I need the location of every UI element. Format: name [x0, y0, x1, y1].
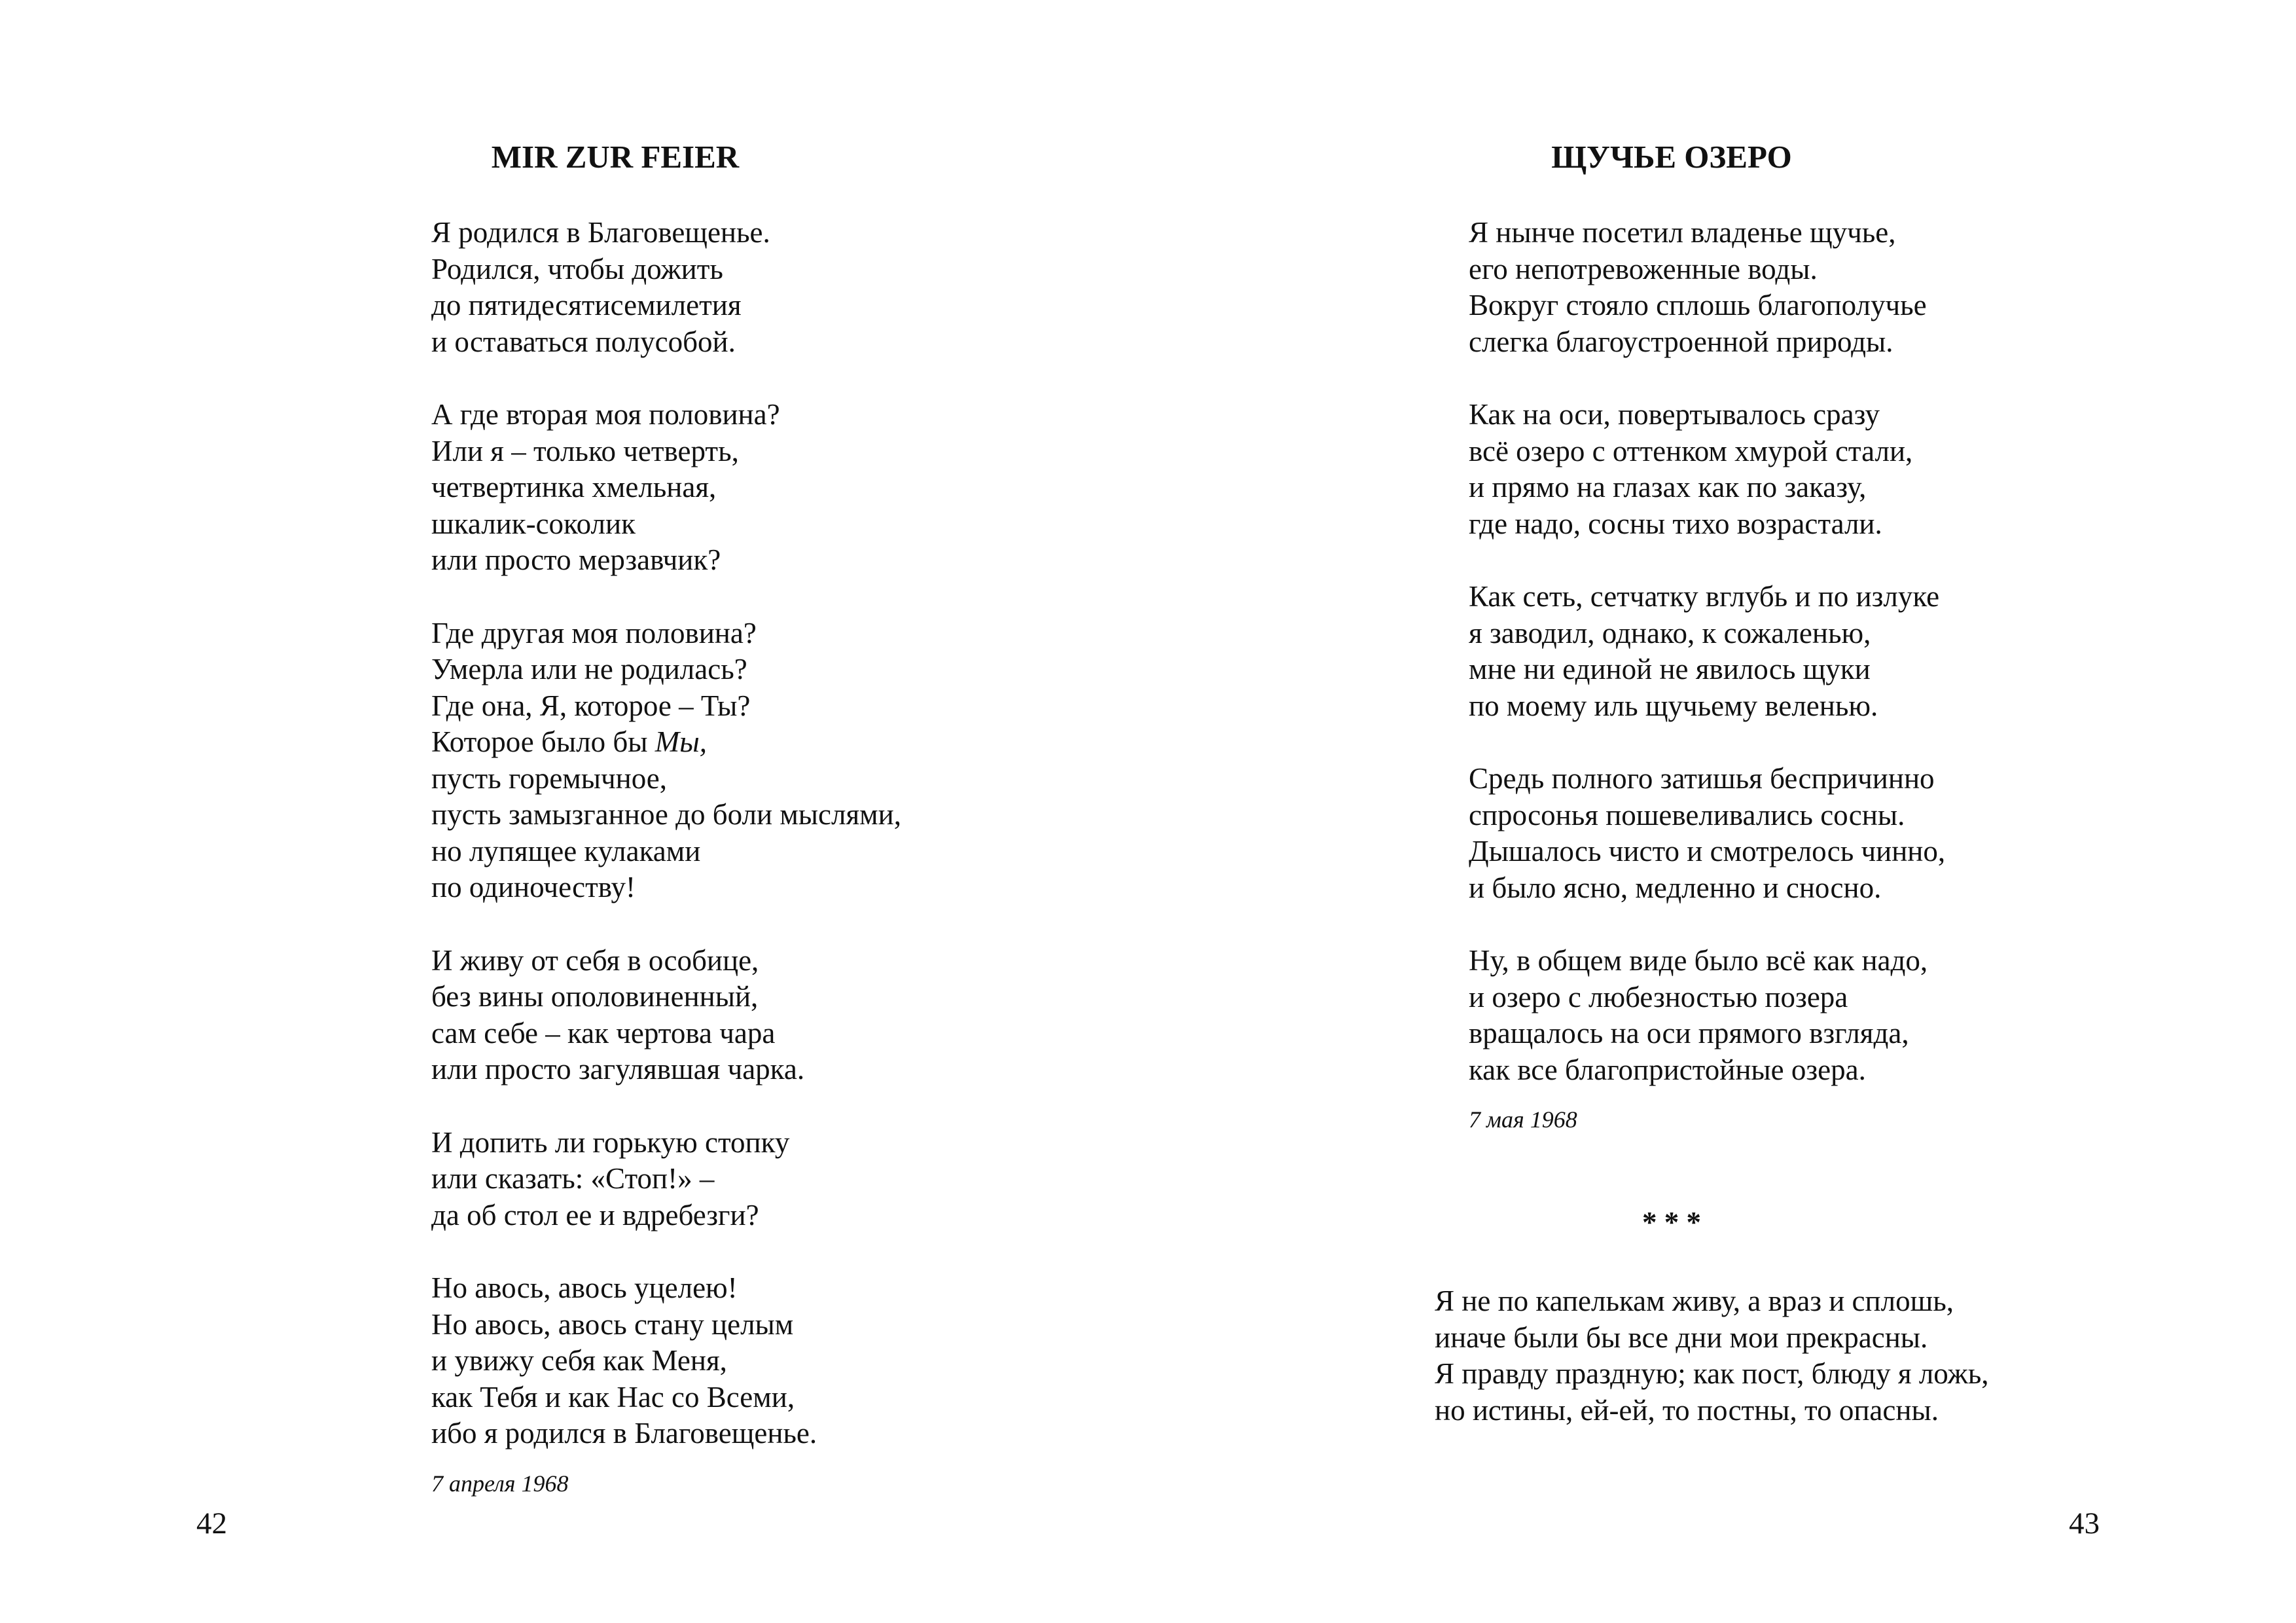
poem-date: 7 апреля 1968	[431, 1470, 569, 1497]
stanza	[1469, 397, 2123, 542]
poem-line: и было ясно, медленно и сносно.	[1469, 871, 1882, 904]
poem-line: Ну, в общем виде было всё как надо,	[1469, 944, 1928, 977]
right-page	[1148, 0, 2296, 1623]
poem-body	[1469, 215, 2123, 1134]
poem-line: Я родился в Благовещенье.	[431, 216, 770, 249]
page-number: 42	[196, 1506, 227, 1541]
poem-line: и увижу себя как Меня,	[431, 1344, 727, 1377]
poem-line: да об стол ее и вдребезги?	[431, 1198, 759, 1231]
poem-line: и озеро с любезностью позера	[1469, 980, 1848, 1013]
poem-line: где надо, сосны тихо возрастали.	[1469, 507, 1882, 540]
stanza	[431, 1125, 1086, 1234]
poem-line: Или я – только четверть,	[431, 434, 739, 467]
stanza	[1469, 579, 2123, 724]
poem-line: Вокруг стояло сплошь благополучье	[1469, 289, 1927, 321]
stanza	[431, 397, 1086, 579]
poem-line: пусть горемычное,	[431, 761, 667, 795]
poem-line: слегка благоустроенной природы.	[1469, 325, 1893, 358]
poem-line: по моему иль щучьему веленью.	[1469, 689, 1878, 722]
poem-line: Умерла или не родилась?	[431, 653, 747, 685]
section-separator: * * *	[1642, 1206, 1701, 1239]
stanza	[1469, 761, 2123, 906]
poem-line: пусть замызганное до боли мыслями,	[431, 798, 901, 831]
poem-line: ибо я родился в Благовещенье.	[431, 1417, 817, 1450]
poem-line: Где она, Я, которое – Ты?	[431, 689, 751, 722]
stanza	[431, 215, 1086, 360]
poem-line-text: Которое было бы	[431, 725, 655, 758]
poem-line: А где вторая моя половина?	[431, 398, 780, 431]
poem-line: Средь полного затишья беспричинно	[1469, 762, 1935, 795]
poem-line: Я нынче посетил владенье щучье,	[1469, 216, 1896, 249]
poem-line: я заводил, однако, к сожаленью,	[1469, 616, 1871, 649]
poem-line: шкалик-соколик	[431, 507, 636, 540]
poem-line: сам себе – как чертова чара	[431, 1016, 776, 1049]
poem-line: как все благопристойные озера.	[1469, 1053, 1866, 1086]
poem-line: Дышалось чисто и смотрелось чинно,	[1469, 835, 1946, 867]
poem-title: MIR ZUR FEIER	[491, 139, 740, 175]
poem-line: Но авось, авось уцелею!	[431, 1271, 738, 1304]
poem-line: его непотревоженные воды.	[1469, 252, 1818, 285]
poem-line: Но авось, авось стану целым	[431, 1307, 794, 1341]
poem-line: и прямо на глазах как по заказу,	[1469, 471, 1867, 503]
poem-date: 7 мая 1968	[1469, 1106, 1577, 1133]
poem-line: И допить ли горькую стопку	[431, 1125, 790, 1159]
poem-line: по одиночеству!	[431, 871, 636, 903]
stanza	[1469, 943, 2123, 1088]
poem-line: до пятидесятисемилетия	[431, 289, 742, 321]
stanza	[431, 1270, 1086, 1452]
poem-line: но лупящее кулаками	[431, 834, 701, 867]
italic-word: Мы,	[655, 725, 707, 758]
poem-line: но истины, ей-ей, то постны, то опасны.	[1435, 1393, 1939, 1427]
poem-title: ЩУЧЬЕ ОЗЕРО	[1551, 139, 1792, 175]
poem-line: и оставаться полусобой.	[431, 325, 736, 358]
poem-line: вращалось на оси прямого взгляда,	[1469, 1017, 1909, 1049]
poem-line: как Тебя и как Нас со Всеми,	[431, 1380, 795, 1413]
poem-line: спросонья пошевеливались сосны.	[1469, 798, 1905, 831]
poem-line-with-italic	[431, 724, 1086, 761]
poem-line: Где другая моя половина?	[431, 616, 757, 649]
poem-line: Я правду праздную; как пост, блюду я ложь,	[1435, 1357, 1989, 1390]
poem-line: Как сеть, сетчатку вглубь и по излуке	[1469, 580, 1940, 613]
stanza	[431, 615, 1086, 906]
poem-body	[431, 215, 1086, 1498]
poem-line: всё озеро с оттенком хмурой стали,	[1469, 434, 1913, 467]
poem-line: Как на оси, повертывалось сразу	[1469, 398, 1880, 431]
poem-line: без вины ополовиненный,	[431, 980, 759, 1013]
stanza	[1469, 215, 2123, 360]
second-poem-body	[1435, 1283, 2155, 1429]
poem-line: или сказать: «Стоп!» –	[431, 1162, 715, 1195]
poem-line: И живу от себя в особице,	[431, 943, 759, 977]
page-number: 43	[2069, 1506, 2100, 1541]
poem-line: иначе были бы все дни мои прекрасны.	[1435, 1321, 1928, 1354]
poem-line: или просто мерзавчик?	[431, 543, 721, 576]
stanza	[431, 943, 1086, 1088]
poem-line: или просто загулявшая чарка.	[431, 1053, 805, 1085]
poem-line: Родился, чтобы дожить	[431, 252, 723, 285]
poem-line: мне ни единой не явилось щуки	[1469, 653, 1871, 685]
poem-line: Я не по капелькам живу, а враз и сплошь,	[1435, 1285, 1954, 1317]
poem-line: четвертинка хмельная,	[431, 471, 717, 503]
